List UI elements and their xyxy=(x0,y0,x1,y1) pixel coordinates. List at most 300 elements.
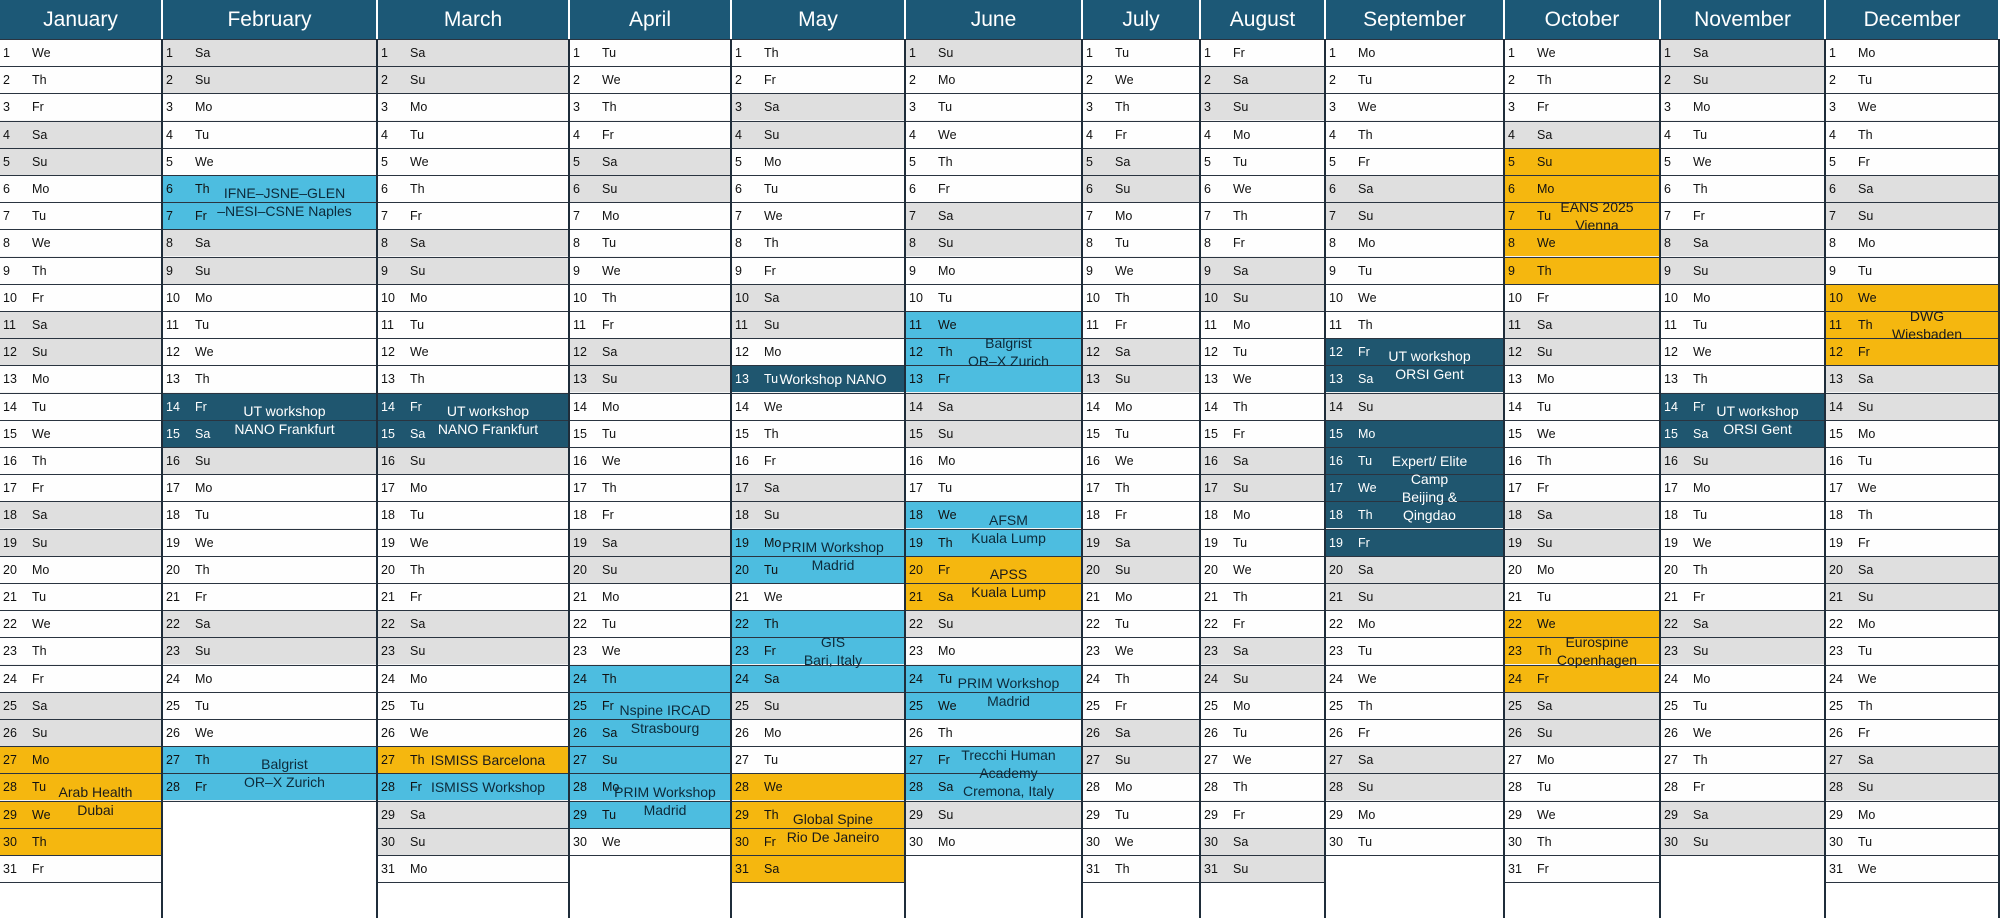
day-cell[interactable] xyxy=(1661,801,1824,828)
day-cell[interactable] xyxy=(1826,529,1998,556)
day-cell[interactable] xyxy=(1826,746,1998,773)
day-cell[interactable] xyxy=(1505,801,1659,828)
event-label[interactable]: Expert/ Elite Camp Beijing & Qingdao xyxy=(1391,452,1468,523)
day-cell[interactable] xyxy=(732,148,904,175)
day-cell[interactable] xyxy=(1505,39,1659,66)
day-cell[interactable] xyxy=(1083,393,1199,420)
day-cell[interactable] xyxy=(1083,311,1199,338)
day-cell[interactable] xyxy=(1201,692,1324,719)
day-cell[interactable] xyxy=(1661,447,1824,474)
day-cell[interactable] xyxy=(732,529,904,556)
day-cell[interactable] xyxy=(0,229,161,256)
day-cell[interactable] xyxy=(732,474,904,501)
day-cell[interactable] xyxy=(1661,474,1824,501)
day-cell[interactable] xyxy=(1661,93,1824,120)
day-cell[interactable] xyxy=(1826,121,1998,148)
day-cell[interactable] xyxy=(1661,148,1824,175)
day-cell[interactable] xyxy=(0,338,161,365)
day-cell[interactable] xyxy=(163,474,376,501)
day-cell[interactable] xyxy=(570,202,730,229)
day-cell[interactable] xyxy=(163,420,376,447)
day-cell[interactable] xyxy=(1826,93,1998,120)
event-label[interactable]: DWG Wiesbaden xyxy=(1891,307,1963,342)
day-cell[interactable] xyxy=(1083,66,1199,93)
day-cell[interactable] xyxy=(732,93,904,120)
day-cell[interactable] xyxy=(570,229,730,256)
day-cell[interactable] xyxy=(906,420,1081,447)
day-cell[interactable] xyxy=(906,66,1081,93)
day-cell[interactable] xyxy=(1326,420,1503,447)
day-cell[interactable] xyxy=(570,828,730,855)
day-cell[interactable] xyxy=(1083,148,1199,175)
day-cell[interactable] xyxy=(1201,610,1324,637)
day-cell[interactable] xyxy=(163,311,376,338)
day-cell[interactable] xyxy=(1326,447,1503,474)
day-cell[interactable] xyxy=(1326,665,1503,692)
day-cell[interactable] xyxy=(163,719,376,746)
day-cell[interactable] xyxy=(163,257,376,284)
day-cell[interactable] xyxy=(1083,855,1199,882)
event-label[interactable]: UT workshop ORSI Gent xyxy=(1716,402,1799,437)
day-cell[interactable] xyxy=(1661,175,1824,202)
day-cell[interactable] xyxy=(732,801,904,828)
day-cell[interactable] xyxy=(1826,447,1998,474)
day-cell[interactable] xyxy=(0,692,161,719)
day-cell[interactable] xyxy=(1201,474,1324,501)
day-cell[interactable] xyxy=(1505,610,1659,637)
day-cell[interactable] xyxy=(163,39,376,66)
day-cell[interactable] xyxy=(1201,175,1324,202)
day-cell[interactable] xyxy=(1201,637,1324,664)
day-cell[interactable] xyxy=(732,692,904,719)
day-cell[interactable] xyxy=(378,692,568,719)
day-cell[interactable] xyxy=(1505,284,1659,311)
day-cell[interactable] xyxy=(732,202,904,229)
day-cell[interactable] xyxy=(1326,338,1503,365)
day-cell[interactable] xyxy=(732,447,904,474)
day-cell[interactable] xyxy=(1326,202,1503,229)
day-cell[interactable] xyxy=(1826,257,1998,284)
day-cell[interactable] xyxy=(1201,828,1324,855)
day-cell[interactable] xyxy=(1661,556,1824,583)
day-cell[interactable] xyxy=(0,39,161,66)
day-cell[interactable] xyxy=(1826,665,1998,692)
day-cell[interactable] xyxy=(1326,93,1503,120)
day-cell[interactable] xyxy=(1083,556,1199,583)
day-cell[interactable] xyxy=(1661,229,1824,256)
event-label[interactable]: PRIM Workshop Madrid xyxy=(782,538,884,573)
day-cell[interactable] xyxy=(378,855,568,882)
day-cell[interactable] xyxy=(1826,39,1998,66)
day-cell[interactable] xyxy=(1326,583,1503,610)
day-cell[interactable] xyxy=(1826,474,1998,501)
event-label[interactable]: PRIM Workshop Madrid xyxy=(614,783,716,818)
day-cell[interactable] xyxy=(906,529,1081,556)
day-cell[interactable] xyxy=(1505,556,1659,583)
day-cell[interactable] xyxy=(732,773,904,800)
day-cell[interactable] xyxy=(1083,719,1199,746)
day-cell[interactable] xyxy=(1201,121,1324,148)
day-cell[interactable] xyxy=(0,529,161,556)
day-cell[interactable] xyxy=(1083,39,1199,66)
day-cell[interactable] xyxy=(1083,175,1199,202)
day-cell[interactable] xyxy=(1505,773,1659,800)
day-cell[interactable] xyxy=(378,311,568,338)
day-cell[interactable] xyxy=(906,828,1081,855)
day-cell[interactable] xyxy=(163,121,376,148)
day-cell[interactable] xyxy=(906,801,1081,828)
event-label[interactable]: IFNE–JSNE–GLEN –NESI–CSNE Naples xyxy=(217,185,352,220)
day-cell[interactable] xyxy=(732,828,904,855)
day-cell[interactable] xyxy=(570,39,730,66)
day-cell[interactable] xyxy=(1826,202,1998,229)
day-cell[interactable] xyxy=(906,610,1081,637)
day-cell[interactable] xyxy=(378,773,568,800)
event-label[interactable]: Balgrist OR–X Zurich xyxy=(968,334,1049,369)
day-cell[interactable] xyxy=(1826,501,1998,528)
day-cell[interactable] xyxy=(570,692,730,719)
day-cell[interactable] xyxy=(1661,311,1824,338)
event-label[interactable]: Arab Health Dubai xyxy=(58,783,133,818)
day-cell[interactable] xyxy=(1326,773,1503,800)
day-cell[interactable] xyxy=(1505,175,1659,202)
day-cell[interactable] xyxy=(0,474,161,501)
day-cell[interactable] xyxy=(1661,121,1824,148)
day-cell[interactable] xyxy=(1201,529,1324,556)
day-cell[interactable] xyxy=(1505,665,1659,692)
day-cell[interactable] xyxy=(378,583,568,610)
day-cell[interactable] xyxy=(570,93,730,120)
day-cell[interactable] xyxy=(378,175,568,202)
day-cell[interactable] xyxy=(1826,311,1998,338)
day-cell[interactable] xyxy=(378,665,568,692)
day-cell[interactable] xyxy=(1326,284,1503,311)
day-cell[interactable] xyxy=(378,447,568,474)
day-cell[interactable] xyxy=(906,692,1081,719)
day-cell[interactable] xyxy=(1826,773,1998,800)
day-cell[interactable] xyxy=(1201,338,1324,365)
day-cell[interactable] xyxy=(378,148,568,175)
day-cell[interactable] xyxy=(1505,66,1659,93)
day-cell[interactable] xyxy=(1201,148,1324,175)
day-cell[interactable] xyxy=(732,311,904,338)
day-cell[interactable] xyxy=(1661,692,1824,719)
event-label[interactable]: UT workshop NANO Frankfurt xyxy=(234,402,335,437)
day-cell[interactable] xyxy=(906,393,1081,420)
day-cell[interactable] xyxy=(163,637,376,664)
day-cell[interactable] xyxy=(732,338,904,365)
event-label[interactable]: UT workshop ORSI Gent xyxy=(1388,348,1471,383)
day-cell[interactable] xyxy=(0,828,161,855)
day-cell[interactable] xyxy=(1083,420,1199,447)
day-cell[interactable] xyxy=(732,746,904,773)
day-cell[interactable] xyxy=(378,529,568,556)
day-cell[interactable] xyxy=(906,338,1081,365)
day-cell[interactable] xyxy=(1505,501,1659,528)
day-cell[interactable] xyxy=(1326,529,1503,556)
day-cell[interactable] xyxy=(732,665,904,692)
day-cell[interactable] xyxy=(163,610,376,637)
event-label[interactable]: Balgrist OR–X Zurich xyxy=(244,756,325,791)
day-cell[interactable] xyxy=(1083,828,1199,855)
day-cell[interactable] xyxy=(732,719,904,746)
day-cell[interactable] xyxy=(0,121,161,148)
day-cell[interactable] xyxy=(163,66,376,93)
day-cell[interactable] xyxy=(1201,202,1324,229)
day-cell[interactable] xyxy=(163,229,376,256)
day-cell[interactable] xyxy=(1661,284,1824,311)
day-cell[interactable] xyxy=(1826,855,1998,882)
day-cell[interactable] xyxy=(1083,447,1199,474)
day-cell[interactable] xyxy=(906,501,1081,528)
day-cell[interactable] xyxy=(1201,39,1324,66)
day-cell[interactable] xyxy=(163,175,376,202)
day-cell[interactable] xyxy=(906,746,1081,773)
day-cell[interactable] xyxy=(570,121,730,148)
day-cell[interactable] xyxy=(1326,257,1503,284)
day-cell[interactable] xyxy=(1326,501,1503,528)
day-cell[interactable] xyxy=(378,610,568,637)
day-cell[interactable] xyxy=(732,39,904,66)
day-cell[interactable] xyxy=(0,665,161,692)
day-cell[interactable] xyxy=(378,474,568,501)
day-cell[interactable] xyxy=(378,66,568,93)
day-cell[interactable] xyxy=(163,447,376,474)
day-cell[interactable] xyxy=(0,93,161,120)
day-cell[interactable] xyxy=(906,583,1081,610)
day-cell[interactable] xyxy=(732,501,904,528)
day-cell[interactable] xyxy=(163,773,376,800)
day-cell[interactable] xyxy=(0,175,161,202)
day-cell[interactable] xyxy=(163,338,376,365)
day-cell[interactable] xyxy=(0,610,161,637)
day-cell[interactable] xyxy=(732,855,904,882)
day-cell[interactable] xyxy=(570,474,730,501)
day-cell[interactable] xyxy=(378,365,568,392)
day-cell[interactable] xyxy=(906,665,1081,692)
day-cell[interactable] xyxy=(1826,719,1998,746)
day-cell[interactable] xyxy=(1505,746,1659,773)
day-cell[interactable] xyxy=(906,474,1081,501)
day-cell[interactable] xyxy=(570,801,730,828)
day-cell[interactable] xyxy=(1201,746,1324,773)
event-label[interactable]: Global Spine Rio De Janeiro xyxy=(786,810,880,845)
day-cell[interactable] xyxy=(906,202,1081,229)
day-cell[interactable] xyxy=(1826,556,1998,583)
day-cell[interactable] xyxy=(570,746,730,773)
day-cell[interactable] xyxy=(906,637,1081,664)
day-cell[interactable] xyxy=(1326,66,1503,93)
day-cell[interactable] xyxy=(1083,801,1199,828)
day-cell[interactable] xyxy=(1505,583,1659,610)
day-cell[interactable] xyxy=(0,637,161,664)
event-label[interactable]: UT workshop NANO Frankfurt xyxy=(437,402,539,437)
day-cell[interactable] xyxy=(1083,773,1199,800)
day-cell[interactable] xyxy=(906,284,1081,311)
day-cell[interactable] xyxy=(1661,583,1824,610)
day-cell[interactable] xyxy=(1505,121,1659,148)
day-cell[interactable] xyxy=(1326,393,1503,420)
day-cell[interactable] xyxy=(1661,665,1824,692)
day-cell[interactable] xyxy=(163,284,376,311)
day-cell[interactable] xyxy=(1505,338,1659,365)
day-cell[interactable] xyxy=(1326,39,1503,66)
day-cell[interactable] xyxy=(1083,338,1199,365)
day-cell[interactable] xyxy=(163,746,376,773)
day-cell[interactable] xyxy=(378,501,568,528)
day-cell[interactable] xyxy=(732,637,904,664)
day-cell[interactable] xyxy=(1661,610,1824,637)
day-cell[interactable] xyxy=(1083,365,1199,392)
day-cell[interactable] xyxy=(1201,229,1324,256)
day-cell[interactable] xyxy=(1661,338,1824,365)
day-cell[interactable] xyxy=(378,801,568,828)
day-cell[interactable] xyxy=(1826,148,1998,175)
day-cell[interactable] xyxy=(570,501,730,528)
day-cell[interactable] xyxy=(163,202,376,229)
day-cell[interactable] xyxy=(378,202,568,229)
day-cell[interactable] xyxy=(906,311,1081,338)
day-cell[interactable] xyxy=(1661,746,1824,773)
day-cell[interactable] xyxy=(1083,284,1199,311)
day-cell[interactable] xyxy=(1201,257,1324,284)
day-cell[interactable] xyxy=(378,828,568,855)
day-cell[interactable] xyxy=(378,284,568,311)
day-cell[interactable] xyxy=(1201,284,1324,311)
day-cell[interactable] xyxy=(570,365,730,392)
day-cell[interactable] xyxy=(163,501,376,528)
day-cell[interactable] xyxy=(1326,801,1503,828)
event-label[interactable]: AFSM Kuala Lump xyxy=(971,511,1046,546)
day-cell[interactable] xyxy=(1201,393,1324,420)
day-cell[interactable] xyxy=(1083,610,1199,637)
day-cell[interactable] xyxy=(1661,202,1824,229)
day-cell[interactable] xyxy=(1661,393,1824,420)
day-cell[interactable] xyxy=(1201,93,1324,120)
day-cell[interactable] xyxy=(732,66,904,93)
day-cell[interactable] xyxy=(1326,637,1503,664)
day-cell[interactable] xyxy=(1326,311,1503,338)
day-cell[interactable] xyxy=(0,556,161,583)
day-cell[interactable] xyxy=(1326,692,1503,719)
day-cell[interactable] xyxy=(570,393,730,420)
day-cell[interactable] xyxy=(163,665,376,692)
day-cell[interactable] xyxy=(570,338,730,365)
day-cell[interactable] xyxy=(906,148,1081,175)
day-cell[interactable] xyxy=(570,583,730,610)
day-cell[interactable] xyxy=(1083,501,1199,528)
day-cell[interactable] xyxy=(906,365,1081,392)
day-cell[interactable] xyxy=(0,420,161,447)
day-cell[interactable] xyxy=(163,692,376,719)
day-cell[interactable] xyxy=(570,447,730,474)
day-cell[interactable] xyxy=(1826,610,1998,637)
day-cell[interactable] xyxy=(1326,148,1503,175)
day-cell[interactable] xyxy=(1201,719,1324,746)
day-cell[interactable] xyxy=(1201,801,1324,828)
day-cell[interactable] xyxy=(0,855,161,882)
day-cell[interactable] xyxy=(1826,338,1998,365)
day-cell[interactable] xyxy=(906,447,1081,474)
day-cell[interactable] xyxy=(378,393,568,420)
day-cell[interactable] xyxy=(732,583,904,610)
day-cell[interactable] xyxy=(732,229,904,256)
day-cell[interactable] xyxy=(570,529,730,556)
event-label[interactable]: Eurospine Copenhagen xyxy=(1556,633,1638,668)
day-cell[interactable] xyxy=(1201,420,1324,447)
day-cell[interactable] xyxy=(570,420,730,447)
day-cell[interactable] xyxy=(1326,746,1503,773)
day-cell[interactable] xyxy=(163,393,376,420)
event-label[interactable]: PRIM Workshop Madrid xyxy=(957,674,1060,709)
day-cell[interactable] xyxy=(1826,365,1998,392)
day-cell[interactable] xyxy=(1505,474,1659,501)
day-cell[interactable] xyxy=(378,39,568,66)
day-cell[interactable] xyxy=(0,583,161,610)
day-cell[interactable] xyxy=(1201,583,1324,610)
day-cell[interactable] xyxy=(378,746,568,773)
day-cell[interactable] xyxy=(1505,393,1659,420)
day-cell[interactable] xyxy=(906,93,1081,120)
day-cell[interactable] xyxy=(1505,447,1659,474)
day-cell[interactable] xyxy=(1326,474,1503,501)
day-cell[interactable] xyxy=(1083,637,1199,664)
day-cell[interactable] xyxy=(1826,393,1998,420)
day-cell[interactable] xyxy=(1505,311,1659,338)
day-cell[interactable] xyxy=(732,556,904,583)
day-cell[interactable] xyxy=(1326,556,1503,583)
day-cell[interactable] xyxy=(1201,365,1324,392)
day-cell[interactable] xyxy=(1083,121,1199,148)
day-cell[interactable] xyxy=(0,202,161,229)
day-cell[interactable] xyxy=(1201,665,1324,692)
day-cell[interactable] xyxy=(1326,175,1503,202)
day-cell[interactable] xyxy=(1201,855,1324,882)
day-cell[interactable] xyxy=(1826,284,1998,311)
day-cell[interactable] xyxy=(1826,801,1998,828)
event-label[interactable]: Trecchi Human Academy Cremona, Italy xyxy=(961,747,1056,800)
day-cell[interactable] xyxy=(1201,773,1324,800)
day-cell[interactable] xyxy=(378,338,568,365)
day-cell[interactable] xyxy=(1083,692,1199,719)
day-cell[interactable] xyxy=(732,393,904,420)
day-cell[interactable] xyxy=(570,665,730,692)
event-label[interactable]: Nspine IRCAD Strasbourg xyxy=(619,701,711,736)
day-cell[interactable] xyxy=(732,175,904,202)
day-cell[interactable] xyxy=(1826,583,1998,610)
day-cell[interactable] xyxy=(1505,719,1659,746)
day-cell[interactable] xyxy=(378,556,568,583)
day-cell[interactable] xyxy=(570,556,730,583)
day-cell[interactable] xyxy=(163,365,376,392)
day-cell[interactable] xyxy=(570,66,730,93)
day-cell[interactable] xyxy=(1505,93,1659,120)
day-cell[interactable] xyxy=(378,229,568,256)
day-cell[interactable] xyxy=(0,773,161,800)
day-cell[interactable] xyxy=(378,719,568,746)
day-cell[interactable] xyxy=(1326,121,1503,148)
day-cell[interactable] xyxy=(0,746,161,773)
day-cell[interactable] xyxy=(570,175,730,202)
day-cell[interactable] xyxy=(0,66,161,93)
event-label[interactable]: ISMISS Barcelona xyxy=(430,751,546,768)
day-cell[interactable] xyxy=(906,229,1081,256)
day-cell[interactable] xyxy=(732,365,904,392)
day-cell[interactable] xyxy=(906,121,1081,148)
day-cell[interactable] xyxy=(570,610,730,637)
day-cell[interactable] xyxy=(1505,529,1659,556)
day-cell[interactable] xyxy=(0,148,161,175)
